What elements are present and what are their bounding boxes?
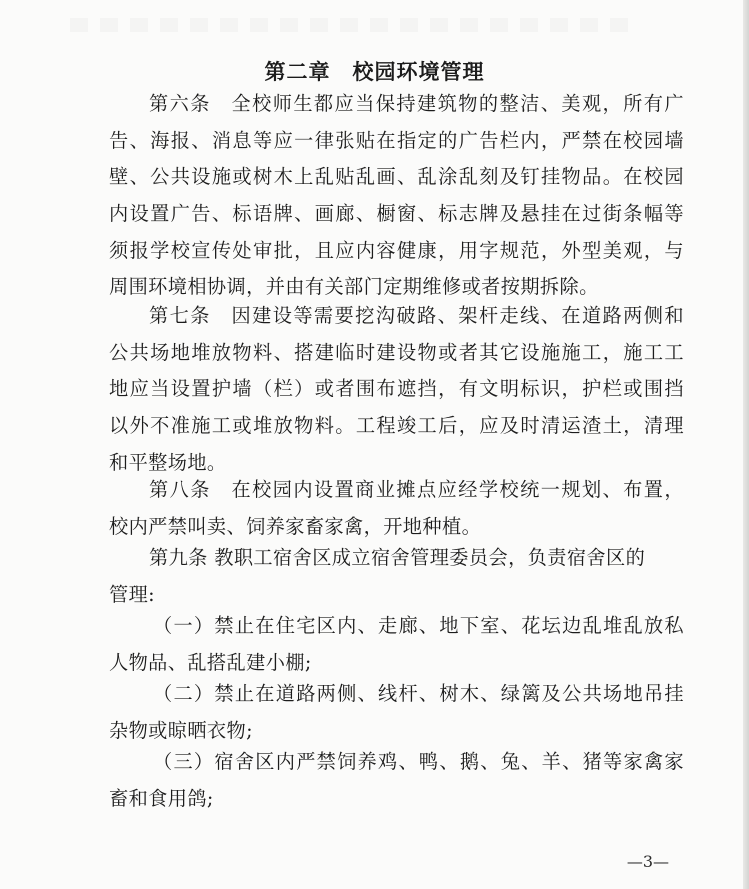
article-line: 人物品、乱搭乱建小棚; <box>109 650 312 674</box>
page-number: —3— <box>626 852 669 871</box>
article-line: 校内严禁叫卖、饲养家畜家禽，开地种植。 <box>109 514 482 538</box>
article-line: 地应当设置护墙（栏）或者围布遮挡，有文明标识，护栏或围挡 <box>109 377 684 401</box>
article-line: 畜和食用鸽; <box>109 786 214 810</box>
article-9-item-3 <box>109 744 684 817</box>
article-line: 第八条 在校园内设置商业摊点应经学校统一规划、布置， <box>149 478 684 501</box>
article-8 <box>109 472 684 545</box>
chapter-title: 第二章 校园环境管理 <box>264 60 485 84</box>
article-line: 第九条 教职工宿舍区成立宿舍管理委员会，负责宿舍区的 <box>149 546 646 569</box>
article-line: （三）宿舍区内严禁饲养鸡、鸭、鹅、兔、羊、猪等家禽家 <box>153 750 684 773</box>
article-line: 以外不准施工或堆放物料。工程竣工后，应及时清运渣土，清理 <box>109 414 684 438</box>
article-6 <box>109 86 684 306</box>
article-line: 杂物或晾晒衣物; <box>109 718 253 742</box>
article-7 <box>109 298 684 481</box>
article-line: 公共场地堆放物料、搭建临时建设物或者其它设施施工，施工工 <box>109 340 684 364</box>
article-9-item-1 <box>109 608 684 681</box>
article-9 <box>109 540 684 613</box>
scan-edge <box>743 0 749 889</box>
article-line: 壁、公共设施或树木上乱贴乱画、乱涂乱刻及钉挂物品。在校园 <box>109 165 684 189</box>
article-9-item-2 <box>109 676 684 749</box>
scan-bleed-through <box>70 18 630 32</box>
article-line: 管理: <box>109 582 156 606</box>
article-line: 和平整场地。 <box>109 450 227 474</box>
article-line: （二）禁止在道路两侧、线杆、树木、绿篱及公共场地吊挂 <box>153 682 684 705</box>
article-line: 告、海报、消息等应一律张贴在指定的广告栏内，严禁在校园墙 <box>109 128 684 152</box>
article-line: 第六条 全校师生都应当保持建筑物的整洁、美观，所有广 <box>149 92 684 115</box>
article-line: 须报学校宣传处审批，且应内容健康，用字规范，外型美观，与 <box>109 238 684 262</box>
article-line: 第七条 因建设等需要挖沟破路、架杆走线、在道路两侧和 <box>149 304 684 327</box>
article-line: 周围环境相协调，并由有关部门定期维修或者按期拆除。 <box>109 275 599 299</box>
article-line: （一）禁止在住宅区内、走廊、地下室、花坛边乱堆乱放私 <box>153 614 684 637</box>
article-line: 内设置广告、标语牌、画廊、橱窗、标志牌及悬挂在过街条幅等 <box>109 202 684 226</box>
